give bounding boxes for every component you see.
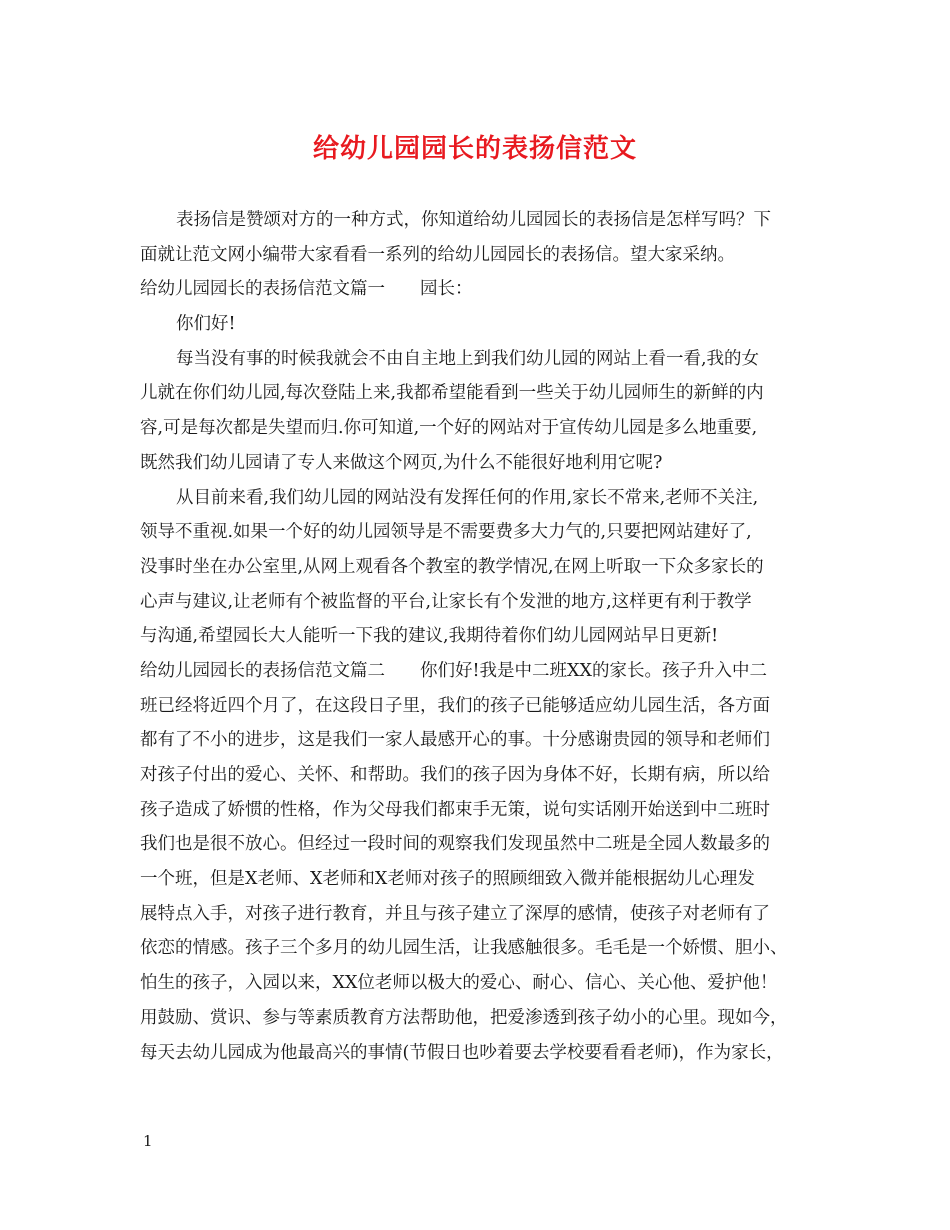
text-line: 从目前来看,我们幼儿园的网站没有发挥任何的作用,家长不常来,老师不关注, [176,487,759,508]
text-line: 每天去幼儿园成为他最高兴的事情(节假日也吵着要去学校要看看老师)，作为家长， [140,1042,784,1063]
text-line: 每当没有事的时候我就会不由自主地上到我们幼儿园的网站上看一看,我的女 [176,348,760,369]
text-line: 容,可是每次都是失望而归.你可知道,一个好的网站对于宣传幼儿园是多么地重要, [140,418,758,439]
text-line: 面就让范文网小编带大家看看一系列的给幼儿园园长的表扬信。望大家采纳。 [140,244,735,265]
text-line: 给幼儿园园长的表扬信范文篇一 园长： [140,279,473,300]
text-line: 儿就在你们幼儿园,每次登陆上来,我都希望能看到一些关于幼儿园师生的新鲜的内 [140,383,764,404]
text-line: 班已经将近四个月了，在这段日子里，我们的孩子已能够适应幼儿园生活，各方面 [140,695,770,716]
text-line: 用鼓励、赏识、参与等素质教育方法帮助他，把爱渗透到孩子幼小的心里。现如今， [140,1007,788,1028]
text-line: 你们好! [176,314,236,335]
text-line: 与沟通,希望园长大人能听一下我的建议,我期待着你们幼儿园网站早日更新! [140,626,719,647]
text-line: 都有了不小的进步，这是我们一家人最感开心的事。十分感谢贵园的领导和老师们 [140,730,770,751]
text-line: 依恋的情感。孩子三个多月的幼儿园生活，让我感触很多。毛毛是一个娇惯、胆小、 [140,938,788,959]
text-line: 对孩子付出的爱心、关怀、和帮助。我们的孩子因为身体不好，长期有病，所以给 [140,765,770,785]
document-title: 给幼儿园园长的表扬信范文 [312,134,637,164]
page-number: 1 [143,1132,153,1150]
text-line: 我们也是很不放心。但经过一段时间的观察我们发现虽然中二班是全园人数最多的 [140,834,770,855]
text-line: 领导不重视.如果一个好的幼儿园领导是不需要费多大力气的,只要把网站建好了, [140,522,752,543]
document-body [140,203,812,1070]
text-line: 表扬信是赞颂对方的一种方式，你知道给幼儿园园长的表扬信是怎样写吗？下 [176,210,771,230]
text-line: 怕生的孩子，入园以来，XX位老师以极大的爱心、耐心、信心、关心他、爱护他！ [140,973,778,994]
text-line: 孩子造成了娇惯的性格，作为父母我们都束手无策，说句实话刚开始送到中二班时 [140,799,770,820]
text-line: 心声与建议,让老师有个被监督的平台,让家长有个发泄的地方,这样更有利于教学 [140,591,752,612]
text-line: 一个班，但是X老师、X老师和X老师对孩子的照顾细致入微并能根据幼儿心理发 [140,869,755,890]
text-line: 给幼儿园园长的表扬信范文篇二 你们好!我是中二班XX的家长。孩子升入中二 [140,660,767,681]
text-line: 没事时坐在办公室里,从网上观看各个教室的教学情况,在网上听取一下众多家长的 [140,556,764,577]
text-line: 既然我们幼儿园请了专人来做这个网页,为什么不能很好地利用它呢? [140,452,663,473]
text-line: 展特点入手，对孩子进行教育，并且与孩子建立了深厚的感情，使孩子对老师有了 [140,903,770,924]
